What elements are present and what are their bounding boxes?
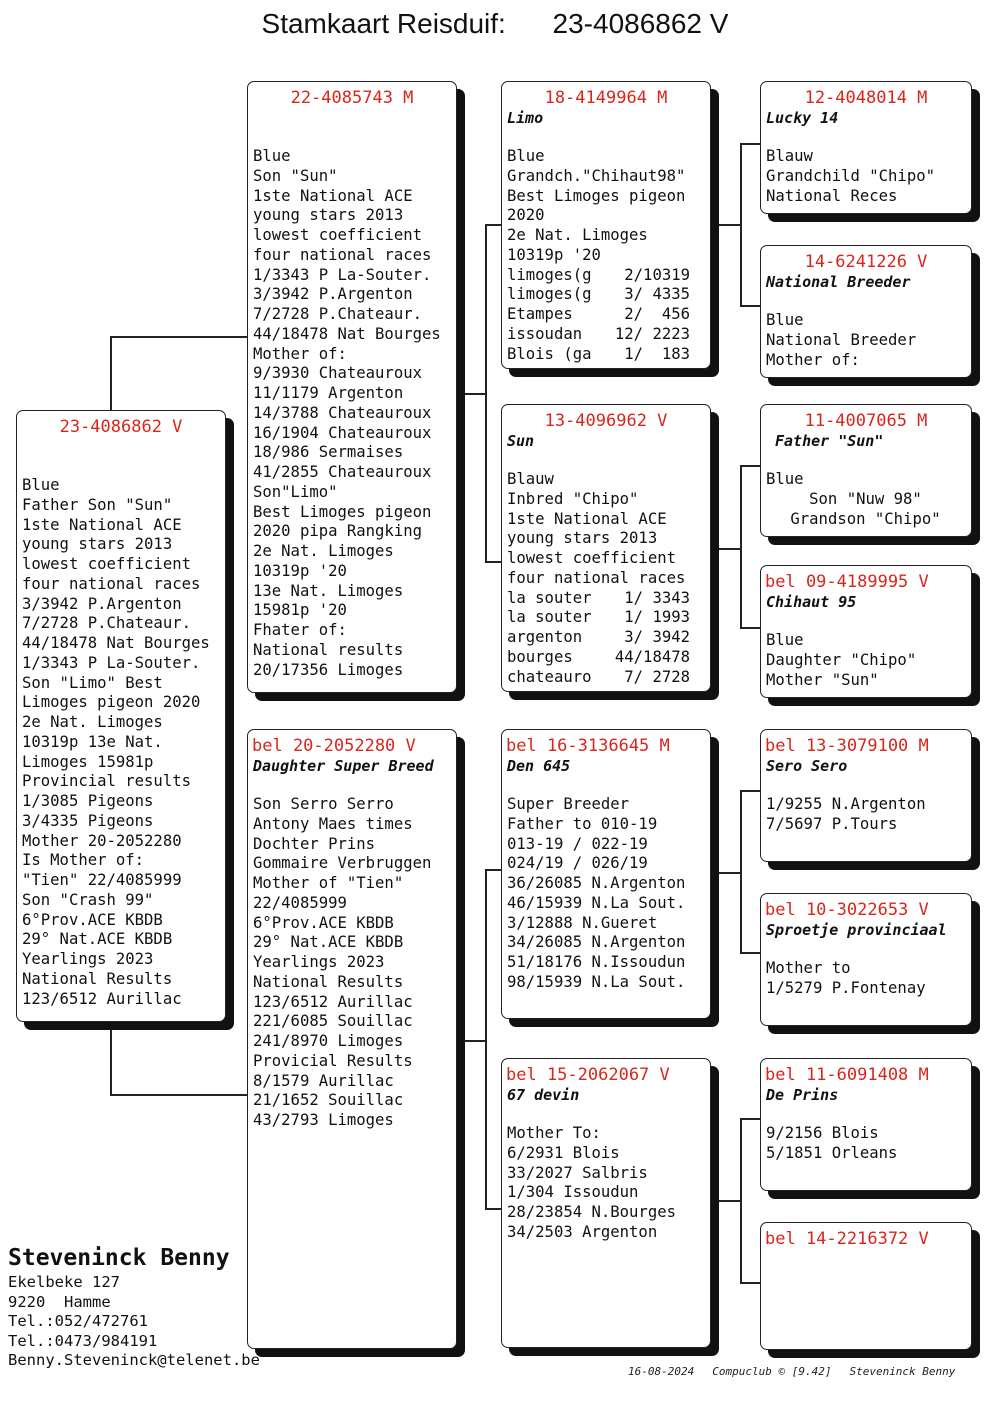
info-line: lowest coefficient: [22, 555, 191, 573]
info-line: 51/18176 N.Issoudun: [507, 953, 686, 971]
info-line: 1ste National ACE: [253, 186, 413, 205]
pigeon-name: Chihaut 95: [766, 593, 857, 611]
info-line: Yearlings 2023: [22, 950, 154, 968]
info-line: Blue: [766, 311, 804, 329]
info-line: 21/1652 Souillac: [253, 1091, 404, 1110]
race-rank: 2/ 456: [624, 305, 690, 323]
race-result: [507, 608, 704, 628]
info-line: four national races: [22, 574, 201, 593]
info-line: 34/26085 N.Argenton: [507, 933, 686, 952]
breeder-info: [8, 1243, 260, 1371]
info-line: Mother To:: [507, 1124, 601, 1142]
pigeon-info: [761, 470, 971, 529]
pigeon-info: [761, 1124, 971, 1164]
great-grandparent-card-fmm: [760, 565, 972, 698]
info-line: Father to 010-19: [507, 814, 658, 833]
connector: [110, 336, 248, 338]
ring-number: 22-4085743 M: [290, 88, 414, 108]
info-line: Grandson "Chipo": [790, 509, 941, 528]
pigeon-info: [502, 795, 710, 993]
info-line: 7/2728 P.Chateaur.: [253, 305, 422, 323]
connector: [740, 790, 760, 792]
race-place: argenton: [507, 628, 583, 646]
info-line: National results: [253, 640, 404, 659]
breeder-phone: Tel.:052/472761: [8, 1312, 148, 1330]
info-line: Son "Crash 99": [22, 890, 154, 909]
connector: [740, 627, 760, 629]
race-result: [507, 589, 704, 609]
info-line: 43/2793 Limoges: [253, 1111, 394, 1129]
connector: [463, 393, 485, 395]
pigeon-info: [502, 147, 710, 364]
ring-number: 12-4048014 M: [804, 88, 928, 108]
paternal-grandmother-card: [501, 404, 711, 692]
race-result: [507, 285, 704, 305]
pigeon-name: Father "Sun": [775, 432, 884, 450]
title-label: Stamkaart Reisduif:: [261, 8, 506, 39]
info-line: 2020: [507, 206, 545, 225]
race-place: limoges(g: [507, 285, 592, 304]
info-line: 34/2503 Argenton: [507, 1222, 658, 1241]
info-line: 36/26085 N.Argenton: [507, 874, 686, 892]
info-line: Super Breeder: [507, 795, 630, 813]
info-line: Antony Maes times: [253, 814, 413, 833]
pigeon-info: [761, 631, 971, 690]
info-line: 3/3942 P.Argenton: [253, 285, 413, 304]
ring-number: bel 15-2062067 V: [506, 1065, 670, 1085]
info-line: 2e Nat. Limoges: [22, 713, 163, 731]
info-line: 123/6512 Aurillac: [253, 992, 413, 1011]
great-grandparent-card-mmf: [760, 1058, 972, 1191]
info-line: 14/3788 Chateauroux: [253, 403, 432, 422]
pigeon-info: [761, 311, 971, 370]
info-line: young stars 2013: [22, 535, 173, 554]
info-line: 8/1579 Aurillac: [253, 1071, 394, 1090]
info-line: Best Limoges pigeon: [253, 502, 432, 521]
race-result: [507, 668, 704, 688]
info-line: 44/18478 Nat Bourges: [22, 634, 210, 652]
race-rank: 1/ 183: [624, 344, 690, 363]
connector: [485, 224, 502, 226]
ring-number: bel 10-3022653 V: [765, 900, 929, 920]
connector: [740, 465, 760, 467]
race-result: [507, 648, 704, 668]
info-line: Grandchild "Chipo": [766, 166, 935, 185]
info-line: 1/3343 P La-Souter.: [253, 265, 432, 284]
race-rank: 7/ 2728: [624, 667, 690, 686]
info-line: Son"Limo": [253, 482, 338, 501]
info-line: four national races: [253, 245, 432, 264]
info-line: 3/12888 N.Gueret: [507, 913, 658, 932]
connector: [718, 872, 740, 874]
info-line: 1/3343 P La-Souter.: [22, 653, 201, 672]
race-place: Etampes: [507, 305, 573, 323]
race-rank: 3/ 4335: [624, 285, 690, 304]
pigeon-name: [248, 108, 456, 128]
race-place: la souter: [507, 588, 592, 607]
great-grandparent-card-fff: [760, 81, 972, 214]
info-line: Blauw: [766, 147, 813, 165]
info-line: 29° Nat.ACE KBDB: [253, 933, 404, 952]
info-line: 1/9255 N.Argenton: [766, 795, 926, 813]
info-line: Son "Limo" Best: [22, 673, 163, 692]
info-line: Mother 20-2052280: [22, 831, 182, 850]
info-line: Yearlings 2023: [253, 953, 385, 971]
pigeon-info: [17, 476, 225, 1009]
info-line: Mother of:: [766, 350, 860, 369]
info-line: 2e Nat. Limoges: [253, 542, 394, 560]
great-grandparent-card-mff: [760, 729, 972, 862]
father-card: [247, 81, 457, 693]
connector: [740, 305, 760, 307]
race-place: Blois (ga: [507, 344, 592, 363]
info-line: 1/5279 P.Fontenay: [766, 978, 926, 997]
info-line: 41/2855 Chateauroux: [253, 463, 432, 481]
mother-card: [247, 729, 457, 1349]
pigeon-name: Sun: [507, 432, 535, 450]
info-line: 013-19 / 022-19: [507, 834, 648, 853]
connector: [110, 1020, 112, 1095]
footer-owner: Steveninck Benny: [849, 1365, 956, 1378]
pigeon-info: [502, 1124, 710, 1243]
info-line: 44/18478 Nat Bourges: [253, 324, 441, 343]
race-rank: 44/18478: [614, 647, 690, 666]
info-line: Son Serro Serro: [253, 795, 394, 813]
great-grandparent-card-ffm: [760, 245, 972, 378]
info-line: Daughter "Chipo": [766, 650, 917, 669]
connector: [740, 465, 742, 628]
great-grandparent-card-fmf: [760, 404, 972, 537]
connector: [718, 548, 740, 550]
connector: [740, 1118, 760, 1120]
race-place: issoudan: [507, 324, 583, 343]
race-result: [507, 345, 704, 365]
breeder-city: 9220 Hamme: [8, 1292, 111, 1311]
info-line: Inbred "Chipo": [507, 489, 639, 508]
maternal-grandmother-card: [501, 1058, 711, 1348]
ring-number: bel 13-3079100 M: [765, 736, 929, 756]
info-line: Dochter Prins: [253, 834, 376, 853]
info-line: 2020 pipa Rangking: [253, 522, 422, 541]
info-line: Blauw: [507, 470, 554, 488]
info-line: Is Mother of:: [22, 851, 145, 870]
pigeon-name: De Prins: [766, 1086, 839, 1104]
pigeon-name: Lucky 14: [766, 109, 839, 127]
paternal-grandfather-card: [501, 81, 711, 369]
info-line: 3/4335 Pigeons: [22, 811, 154, 830]
info-line: young stars 2013: [507, 529, 658, 548]
pigeon-info: [248, 147, 456, 680]
info-line: 2e Nat. Limoges: [507, 226, 648, 244]
pigeon-name: National Breeder: [766, 273, 911, 291]
info-line: Blue: [22, 476, 60, 494]
race-place: limoges(g: [507, 265, 592, 284]
race-result: [507, 266, 704, 286]
pigeon-info: [502, 470, 710, 687]
info-line: 11/1179 Argenton: [253, 384, 404, 402]
pigeon-info: [761, 147, 971, 206]
connector: [740, 1118, 742, 1283]
pigeon-name: Limo: [507, 109, 544, 127]
info-line: 33/2027 Salbris: [507, 1163, 648, 1182]
ring-number: 23-4086862 V: [59, 417, 183, 437]
race-result: [507, 628, 704, 648]
software-credit: Compuclub © [9.42]: [712, 1365, 832, 1378]
info-line: 10319p '20: [507, 245, 601, 264]
info-line: "Tien" 22/4085999: [22, 871, 182, 889]
maternal-grandfather-card: [501, 729, 711, 1019]
connector: [740, 143, 742, 306]
info-line: lowest coefficient: [507, 549, 676, 567]
connector: [485, 869, 502, 871]
race-rank: 2/10319: [624, 265, 690, 284]
info-line: Grandch."Chihaut98": [507, 166, 686, 185]
info-line: 221/6085 Souillac: [253, 1012, 413, 1031]
info-line: 10319p 13e Nat.: [22, 732, 163, 751]
great-grandparent-card-mmm: [760, 1222, 972, 1350]
info-line: 6/2931 Blois: [507, 1143, 620, 1162]
info-line: Provicial Results: [253, 1051, 413, 1070]
connector: [110, 1094, 248, 1096]
info-line: 28/23854 N.Bourges: [507, 1203, 676, 1221]
breeder-email: Benny.Steveninck@telenet.be: [8, 1351, 260, 1369]
subject-pigeon-card: [16, 410, 226, 1022]
info-line: Gommaire Verbruggen: [253, 854, 432, 873]
connector: [463, 1040, 485, 1042]
info-line: 10319p '20: [253, 561, 347, 580]
breeder-name: Steveninck Benny: [8, 1245, 230, 1271]
info-line: 18/986 Sermaises: [253, 443, 404, 462]
connector: [718, 1200, 740, 1202]
info-line: Blue: [253, 147, 291, 165]
info-line: 1/3085 Pigeons: [22, 792, 154, 810]
race-result: [507, 305, 704, 325]
info-line: Best Limoges pigeon: [507, 186, 686, 205]
footer: [628, 1365, 973, 1378]
info-line: four national races: [507, 568, 686, 587]
info-line: 6°Prov.ACE KBDB: [253, 913, 394, 932]
race-place: la souter: [507, 608, 592, 627]
info-line: 29° Nat.ACE KBDB: [22, 930, 173, 949]
ring-number: 18-4149964 M: [544, 88, 668, 108]
pigeon-name: [17, 437, 225, 457]
info-line: 1/304 Issoudun: [507, 1183, 639, 1202]
info-line: Mother of:: [253, 344, 347, 363]
pigeon-name: 67 devin: [507, 1086, 580, 1104]
info-line: 22/4085999: [253, 893, 347, 912]
connector: [740, 1282, 760, 1284]
connector: [485, 1208, 502, 1210]
info-line: 123/6512 Aurillac: [22, 989, 182, 1008]
connector: [485, 869, 487, 1209]
title-ring: 23-4086862 V: [552, 8, 729, 39]
breeder-mobile: Tel.:0473/984191: [8, 1331, 158, 1350]
connector: [740, 952, 760, 954]
info-line: Mother "Sun": [766, 670, 879, 689]
race-place: bourges: [507, 647, 573, 666]
connector: [740, 790, 742, 953]
ring-number: bel 16-3136645 M: [506, 736, 670, 756]
info-line: Blue: [766, 631, 804, 649]
info-line: 13e Nat. Limoges: [253, 581, 404, 600]
print-date: 16-08-2024: [628, 1365, 695, 1378]
ring-number: 13-4096962 V: [544, 411, 668, 431]
info-line: Mother of "Tien": [253, 874, 404, 892]
info-line: 1ste National ACE: [22, 515, 182, 534]
info-line: Blue: [766, 470, 804, 488]
ring-number: bel 20-2052280 V: [252, 736, 416, 756]
ring-number: bel 11-6091408 M: [765, 1065, 929, 1085]
race-rank: 3/ 3942: [624, 628, 690, 646]
info-line: 6°Prov.ACE KBDB: [22, 910, 163, 929]
connector: [110, 336, 112, 410]
ring-number: bel 09-4189995 V: [765, 572, 929, 592]
info-line: 15981p '20: [253, 601, 347, 620]
info-line: Son "Sun": [253, 166, 338, 185]
ring-number: 14-6241226 V: [804, 252, 928, 272]
connector: [485, 561, 502, 563]
ring-number: bel 14-2216372 V: [765, 1229, 929, 1249]
connector: [740, 143, 760, 145]
breeder-address: Ekelbeke 127: [8, 1273, 120, 1291]
info-line: 5/1851 Orleans: [766, 1143, 898, 1162]
connector: [485, 224, 487, 562]
info-line: 024/19 / 026/19: [507, 854, 648, 873]
info-line: Son "Nuw 98": [809, 489, 922, 508]
info-line: young stars 2013: [253, 206, 404, 225]
info-line: Provincial results: [22, 772, 191, 791]
info-line: National Results: [22, 969, 173, 988]
info-line: 98/15939 N.La Sout.: [507, 972, 686, 991]
info-line: Father Son "Sun": [22, 495, 173, 514]
info-line: National Reces: [766, 186, 898, 205]
race-rank: 1/ 3343: [624, 588, 690, 607]
info-line: Mother to: [766, 959, 851, 977]
connector: [718, 224, 740, 226]
info-line: 1ste National ACE: [507, 509, 667, 528]
info-line: 7/2728 P.Chateaur.: [22, 614, 191, 633]
pigeon-info: [761, 959, 971, 999]
pigeon-info: [761, 795, 971, 835]
info-line: National Results: [253, 972, 404, 991]
page-title: [0, 8, 990, 40]
info-line: 16/1904 Chateauroux: [253, 423, 432, 442]
info-line: 20/17356 Limoges: [253, 660, 404, 679]
pigeon-name: Sero Sero: [766, 757, 848, 775]
pigeon-name: Den 645: [507, 757, 571, 775]
pigeon-info: [248, 795, 456, 1131]
info-line: 3/3942 P.Argenton: [22, 594, 182, 613]
great-grandparent-card-mfm: [760, 893, 972, 1026]
race-rank: 1/ 1993: [624, 608, 690, 627]
info-line: 9/2156 Blois: [766, 1124, 879, 1142]
info-line: lowest coefficient: [253, 226, 422, 244]
info-line: 241/8970 Limoges: [253, 1032, 404, 1050]
race-result: [507, 325, 704, 345]
pigeon-name: Daughter Super Breed: [253, 757, 434, 775]
race-rank: 12/ 2223: [614, 324, 690, 343]
pigeon-name: Sproetje provinciaal: [766, 921, 947, 939]
race-place: chateauro: [507, 667, 592, 686]
info-line: 46/15939 N.La Sout.: [507, 893, 686, 912]
info-line: 7/5697 P.Tours: [766, 814, 898, 833]
info-line: Fhater of:: [253, 621, 347, 639]
info-line: Limoges pigeon 2020: [22, 693, 201, 712]
info-line: Blue: [507, 147, 545, 165]
info-line: 9/3930 Chateauroux: [253, 364, 422, 383]
info-line: National Breeder: [766, 330, 917, 349]
info-line: Limoges 15981p: [22, 752, 154, 771]
ring-number: 11-4007065 M: [804, 411, 928, 431]
